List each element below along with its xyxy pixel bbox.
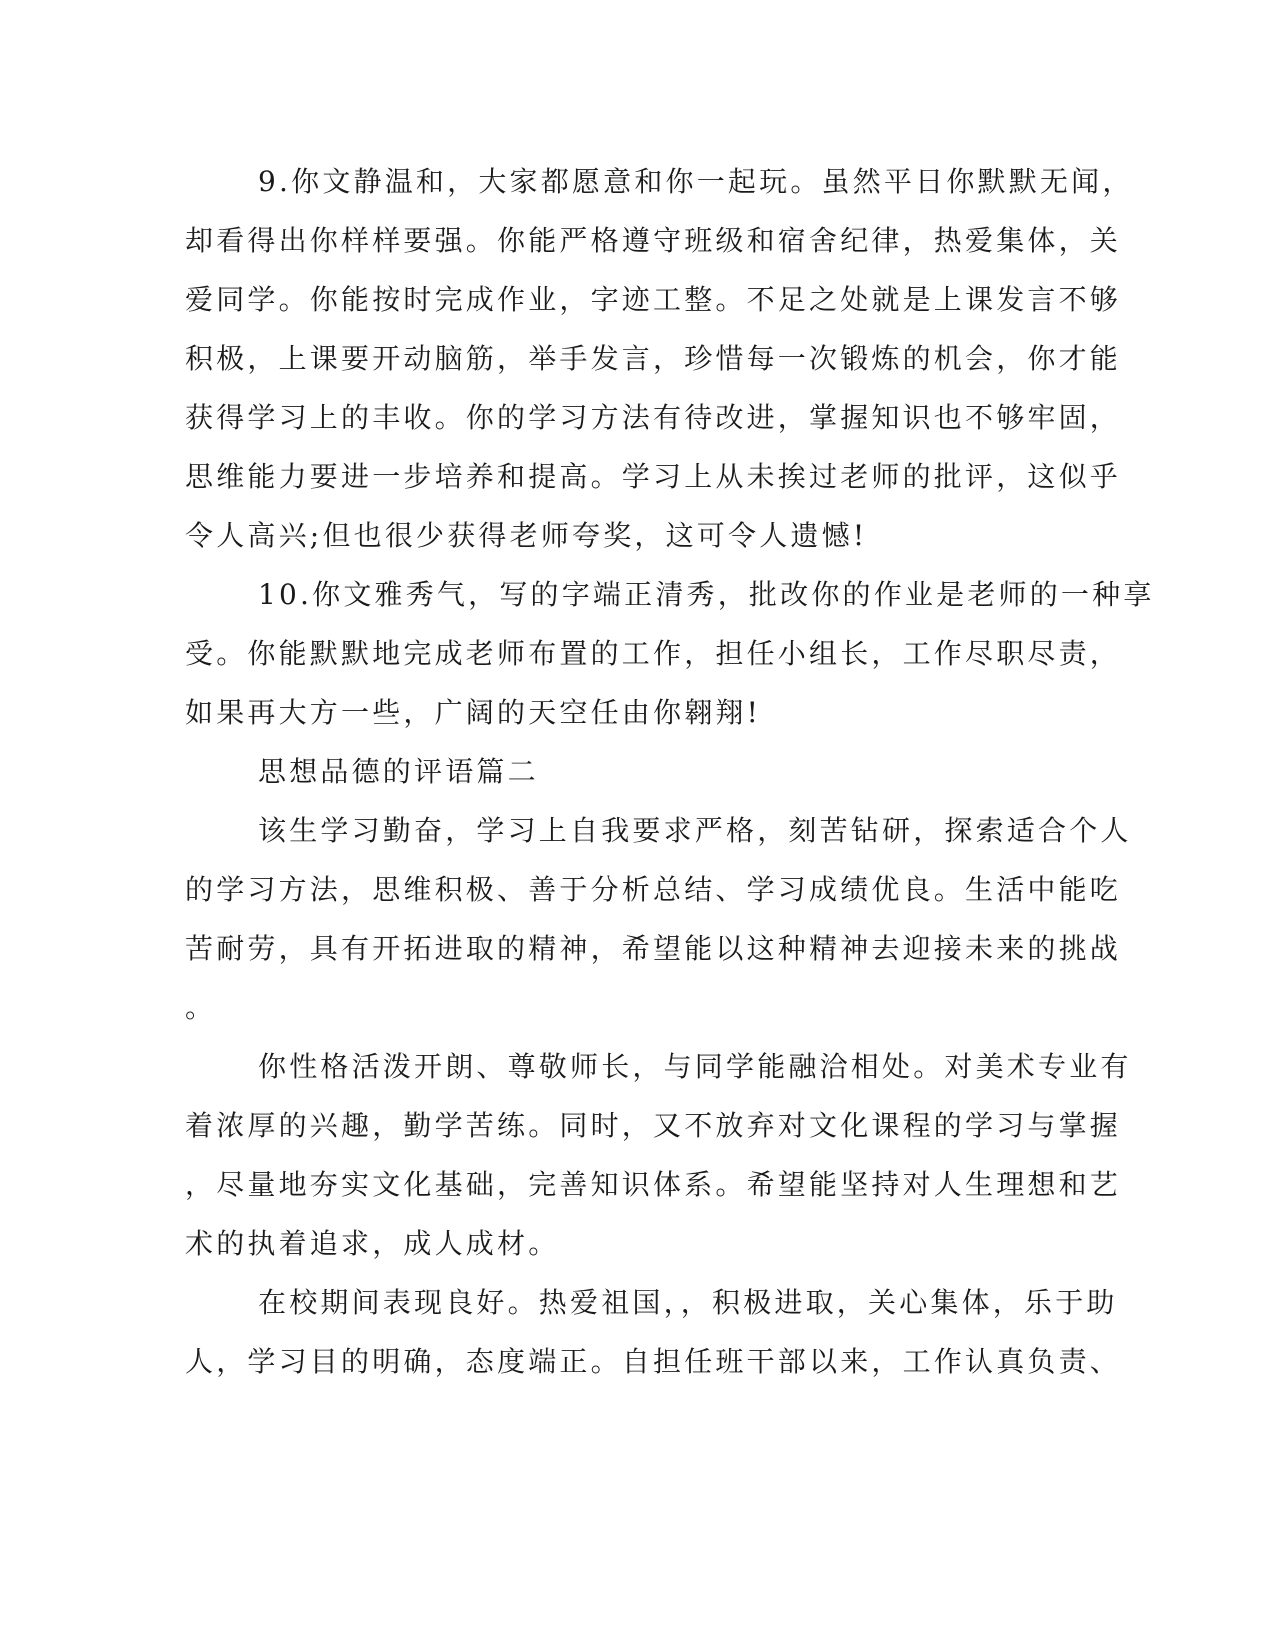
text-line: 你性格活泼开朗、尊敬师长，与同学能融洽相处。对美术专业有	[258, 1050, 1132, 1083]
text-line: 的学习方法，思维积极、善于分析总结、学习成绩优良。生活中能吃	[185, 873, 1122, 906]
section-heading: 思想品德的评语篇二	[258, 755, 539, 788]
text-line: 着浓厚的兴趣，勤学苦练。同时，又不放弃对文化课程的学习与掌握	[185, 1109, 1122, 1142]
text-line: 积极，上课要开动脑筋，举手发言，珍惜每一次锻炼的机会，你才能	[185, 342, 1122, 375]
text-line: 术的执着追求，成人成材。	[185, 1227, 560, 1260]
text-line: 苦耐劳，具有开拓进取的精神，希望能以这种精神去迎接未来的挑战	[185, 932, 1122, 965]
text-line: 令人高兴;但也很少获得老师夸奖，这可令人遗憾!	[185, 519, 868, 552]
text-line: 10.你文雅秀气，写的字端正清秀，批改你的作业是老师的一种享	[258, 578, 1155, 611]
text-line: 该生学习勤奋，学习上自我要求严格，刻苦钻研，探索适合个人	[258, 814, 1132, 847]
text-line: 却看得出你样样要强。你能严格遵守班级和宿舍纪律，热爱集体，关	[185, 224, 1122, 257]
text-line: 人，学习目的明确，态度端正。自担任班干部以来，工作认真负责、	[185, 1345, 1122, 1378]
text-line: 。	[185, 991, 217, 1024]
text-line: 获得学习上的丰收。你的学习方法有待改进，掌握知识也不够牢固，	[185, 401, 1122, 434]
text-line: 9.你文静温和，大家都愿意和你一起玩。虽然平日你默默无闻，	[258, 165, 1134, 198]
text-line: 如果再大方一些，广阔的天空任由你翱翔!	[185, 696, 762, 729]
text-line: 思维能力要进一步培养和提高。学习上从未挨过老师的批评，这似乎	[185, 460, 1122, 493]
text-line: 在校期间表现良好。热爱祖国，，积极进取，关心集体，乐于助	[258, 1286, 1118, 1319]
text-line: ，尽量地夯实文化基础，完善知识体系。希望能坚持对人生理想和艺	[185, 1168, 1122, 1201]
text-line: 受。你能默默地完成老师布置的工作，担任小组长，工作尽职尽责，	[185, 637, 1122, 670]
text-line: 爱同学。你能按时完成作业，字迹工整。不足之处就是上课发言不够	[185, 283, 1122, 316]
